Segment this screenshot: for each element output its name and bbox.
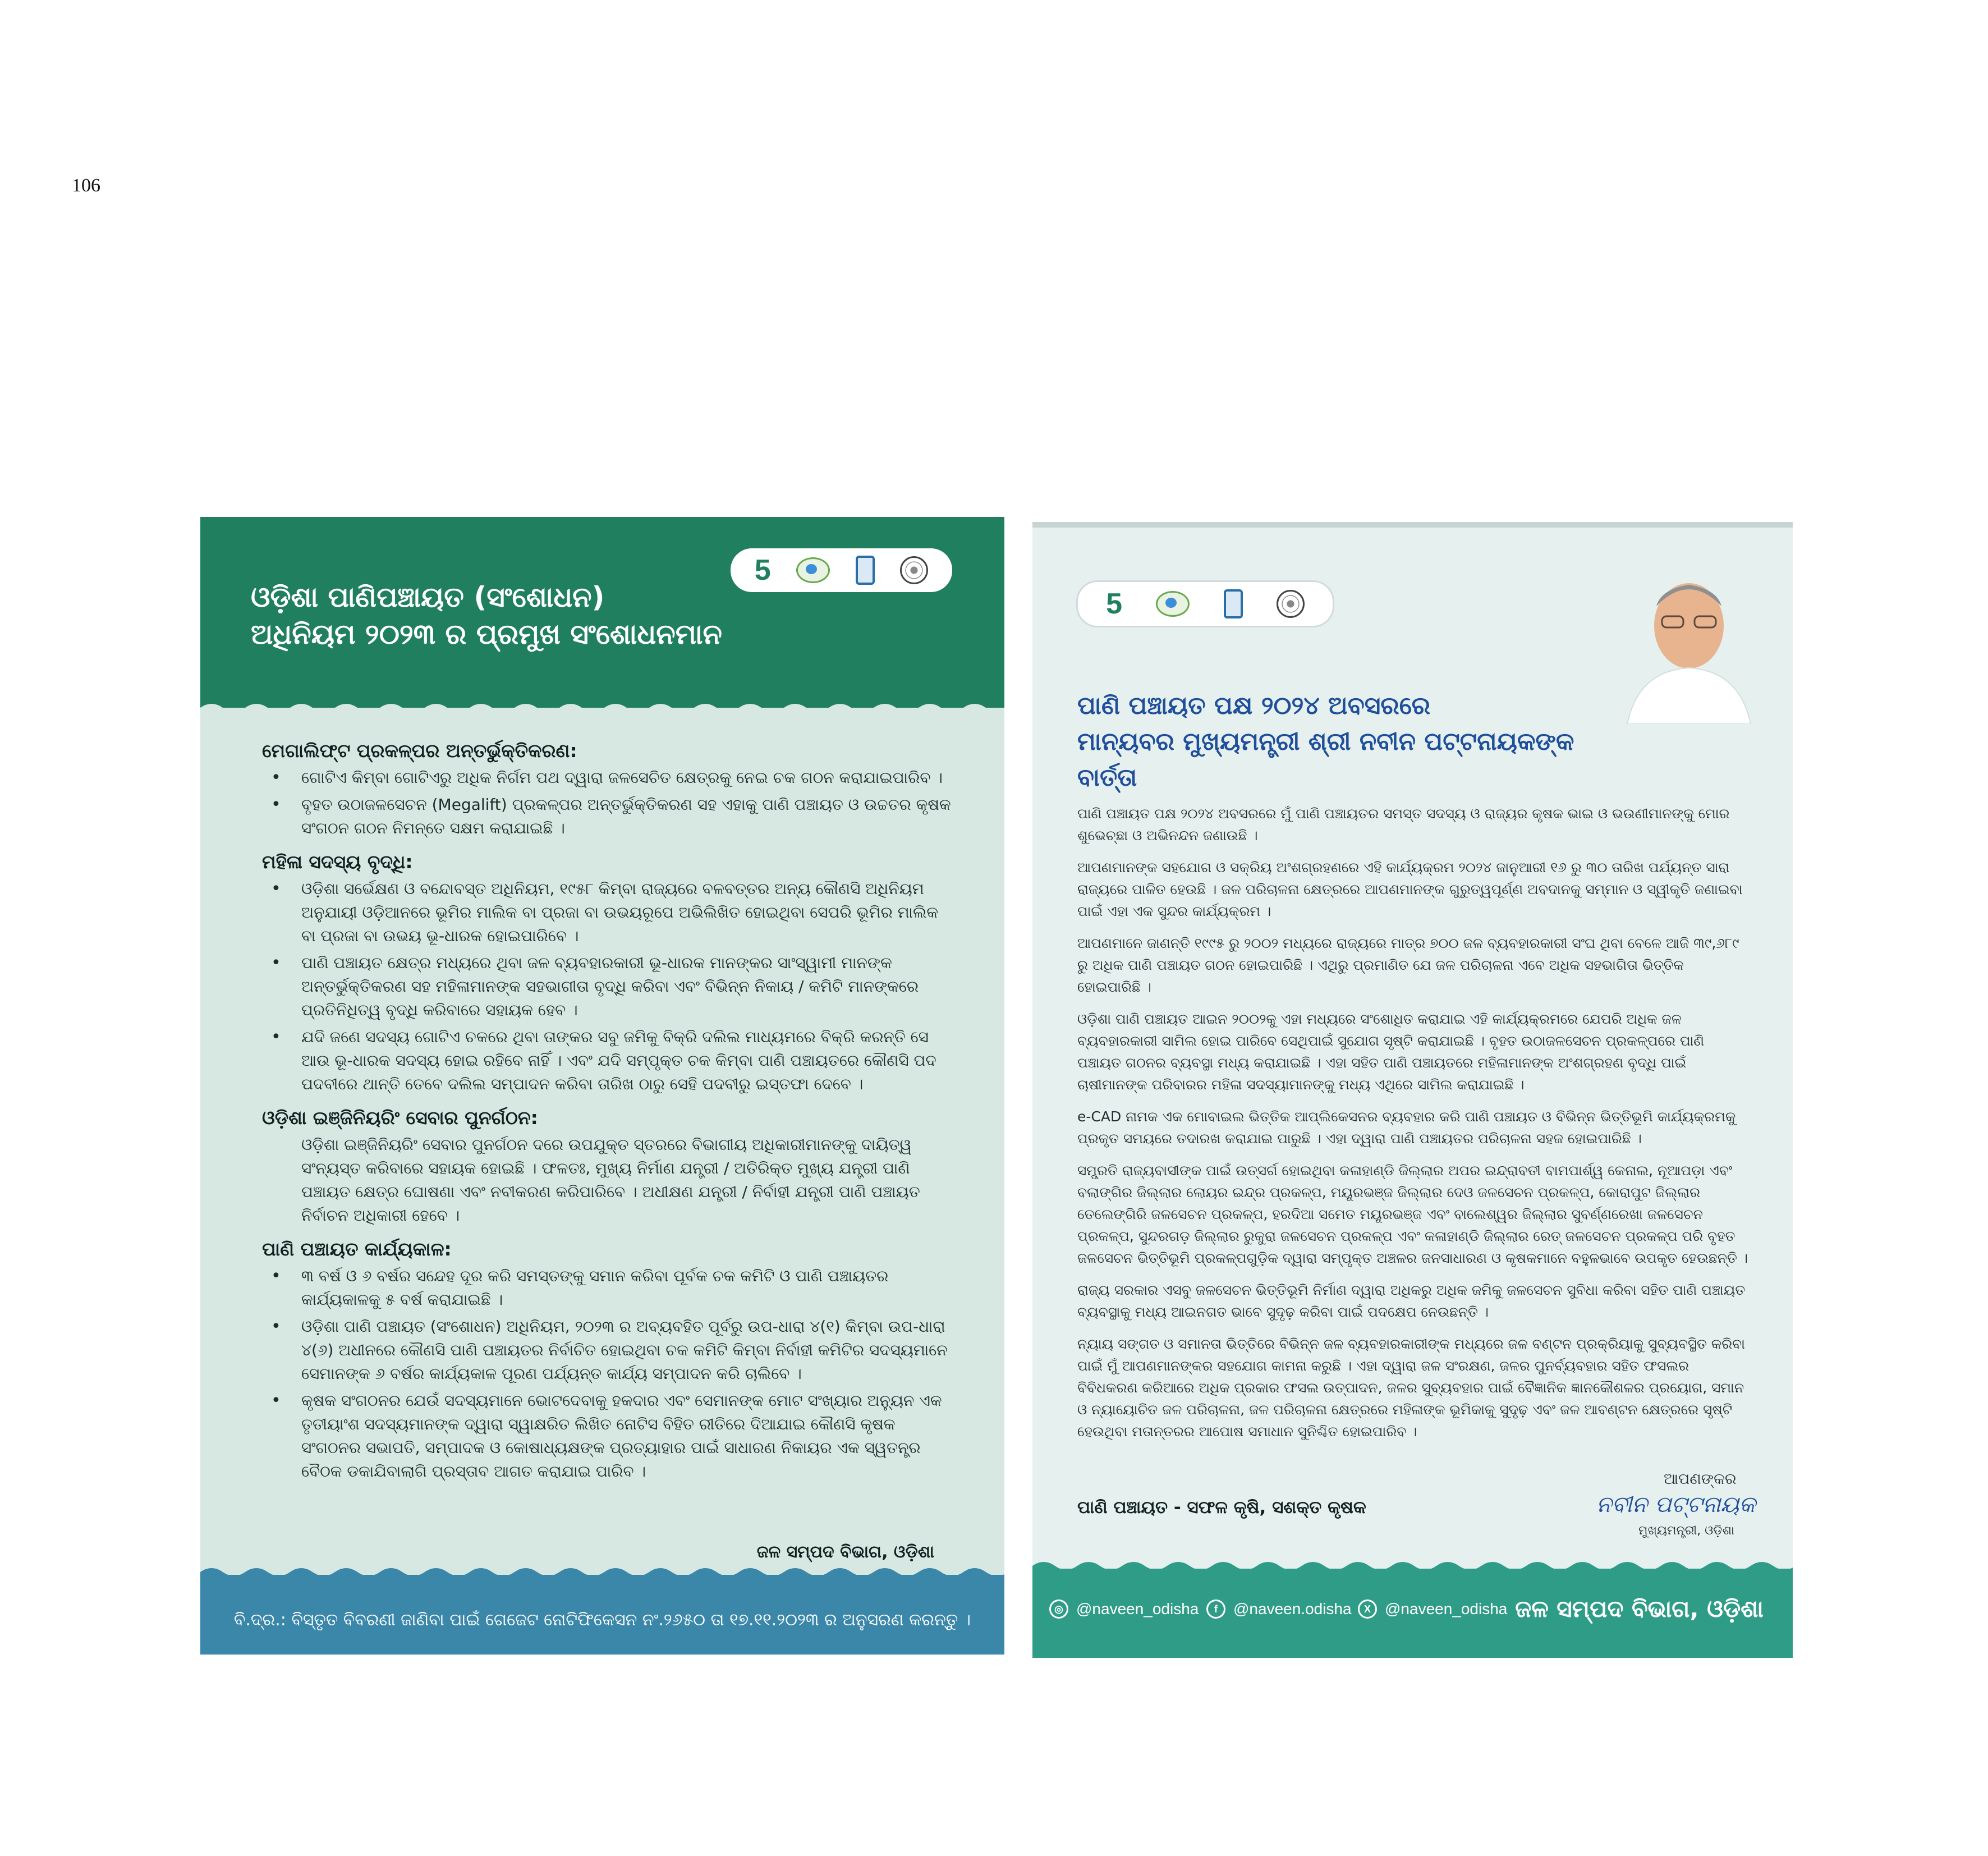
logo-strip <box>1076 580 1334 627</box>
section-heading-engineering-service: ଓଡ଼ିଶା ଇଞ୍ଜିନିୟରିଂ ସେବାର ପୁନର୍ଗଠନ: <box>262 1107 538 1129</box>
message-paragraph: ନ୍ୟାୟ ସଙ୍ଗତ ଓ ସମାନତା ଭିତ୍ତିରେ ବିଭିନ୍ନ ଜଳ ବ୍ୟବହାରକାରୀଙ୍କ ମଧ୍ୟରେ ଜଳ ବଣ୍ଟନ ପ୍ରକ୍ରିୟାକୁ ସୁବ୍ୟବସ୍ଥିତ କରିବା ପାଇଁ ମୁଁ ଆପଣମାନଙ୍କର ସହଯୋଗ କାମନା କରୁଛି । ଏହା ଦ୍ୱାରା ଜଳ ସଂରକ୍ଷଣ, ଜଳର ପୁନର୍ବ୍ୟବହାର ସହିତ ଫସଲର ବିବିଧକରଣ କରିଆରେ ଅଧିକ ପ୍ରକାର ଫସଲ ଉତ୍ପାଦନ, ଜଳର ସୁବ୍ୟବହାର ପାଇଁ ବୈଜ୍ଞାନିକ ଜ୍ଞାନକୌଶଳର ପ୍ରୟୋଗ, ସମାନ ଓ ନ୍ୟାୟୋଚିତ ଜଳ ପରିଚାଳନା, ଜଳ ପରିଚାଳନା କ୍ଷେତ୍ରରେ ମହିଳାଙ୍କ ଭୂମିକାକୁ ସୁଦୃଢ଼ ଏବଂ ଜଳ ଆବଣ୍ଟନ କ୍ଷେତ୍ରରେ ସୃଷ୍ଟି ହେଉଥିବା ମତାନ୍ତରର ଆପୋଷ ସମାଧାନ ସୁନିଶ୍ଚିତ ହୋଇପାରିବ । <box>1077 1336 1745 1440</box>
social-handle: @naveen_odisha <box>1385 1600 1508 1617</box>
right-title <box>1077 688 1582 796</box>
message-paragraph: ପାଣି ପଞ୍ଚାୟତ ପକ୍ଷ ୨୦୨୪ ଅବସରରେ ମୁଁ ପାଣି ପଞ୍ଚାୟତର ସମସ୍ତ ସଦସ୍ୟ ଓ ରାଜ୍ୟର କୃଷକ ଭାଇ ଓ ଭଉଣୀମାନଙ୍କୁ ମୋର ଶୁଭେଚ୍ଛା ଓ ଅଭିନନ୍ଦନ ଜଣାଉଛି । <box>1077 805 1730 844</box>
engineering-service-paragraph: ଓଡ଼ିଶା ଇଞ୍ଜିନିୟରିଂ ସେବାର ପୁନର୍ଗଠନ ଦରେ ଉପଯୁକ୍ତ ସ୍ତରରେ ବିଭାଗୀୟ ଅଧିକାରୀମାନଙ୍କୁ ଦାୟିତ୍ୱ ସଂନ୍ୟସ୍ତ କରିବାରେ ସହାୟକ ହୋଇଛି । ଫଳତଃ, ମୁଖ୍ୟ ନିର୍ମାଣ ଯନ୍ତ୍ରୀ / ଅତିରିକ୍ତ ମୁଖ୍ୟ ଯନ୍ତ୍ରୀ ପାଣି ପଞ୍ଚାୟତ କ୍ଷେତ୍ର ଘୋଷଣା ଏବଂ ନବୀକରଣ କରିପାରିବେ । ଅଧୀକ୍ଷଣ ଯନ୍ତ୍ରୀ / ନିର୍ବାହୀ ଯନ୍ତ୍ରୀ ପାଣି ପଞ୍ଚାୟତ ନିର୍ବାଚନ ଅଧିକାରୀ ହେବେ । <box>301 1135 920 1225</box>
section-heading-women-members: ମହିଳା ସଦସ୍ୟ ବୃଦ୍ଧି: <box>262 851 413 873</box>
chief-minister-portrait <box>1605 572 1773 724</box>
social-x[interactable] <box>1358 1600 1507 1619</box>
header-wave-divider <box>200 695 1004 718</box>
megalift-bullets <box>262 766 952 840</box>
section-heading-megalift: ମେଗାଲିଫ୍ଟ ପ୍ରକଳ୍ପର ଅନ୍ତର୍ଭୁକ୍ତିକରଣ: <box>262 740 577 762</box>
left-advertisement <box>200 517 1004 1655</box>
section-heading-tenure: ପାଣି ପଞ୍ଚାୟତ କାର୍ଯ୍ୟକାଳ: <box>262 1238 452 1260</box>
left-footer-note: ବି.ଦ୍ର.: ବିସ୍ତୃତ ବିବରଣୀ ଜାଣିବା ପାଇଁ ଗେଜେଟ ନୋଟିଫିକେସନ ନଂ.୨୬୫୦ ତା ୧୭.୧୧.୨୦୨୩ ର ଅନୁସରଣ କରନ୍ତୁ । <box>233 1610 971 1630</box>
page-number: 106 <box>72 175 100 196</box>
social-handle: @naveen_odisha <box>1076 1600 1199 1617</box>
bullet-item: • ଯଦି ଜଣେ ସଦସ୍ୟ ଗୋଟିଏ ଚକରେ ଥିବା ତାଙ୍କର ସବୁ ଜମିକୁ ବିକ୍ରି ଦଲିଲ ମାଧ୍ୟମରେ ବିକ୍ରି କରନ୍ତି ସେ ଆଉ ଭୂ-ଧାରକ ସଦସ୍ୟ ହୋଇ ରହିବେ ନାହିଁ । ଏବଂ ଯଦି ସମ୍ପୃକ୍ତ ଚକ କିମ୍ବା ପାଣି ପଞ୍ଚାୟତରେ କୌଣସି ପଦ ପଦବୀରେ ଥାନ୍ତି ତେବେ ଦଲିଲ ସମ୍ପାଦନ କରିବା ତାରିଖ ଠାରୁ ସେହି ପଦବୀରୁ ଇସ୍ତଫା ଦେବେ । <box>268 1025 952 1096</box>
instagram-icon: ◎ <box>1049 1600 1068 1619</box>
message-paragraph: e-CAD ନାମକ ଏକ ମୋବାଇଲ ଭିତ୍ତିକ ଆପ୍ଲିକେସନର ବ୍ୟବହାର କରି ପାଣି ପଞ୍ଚାୟତ ଓ ବିଭିନ୍ନ ଭିତ୍ତିଭୂମି କାର୍ଯ୍ୟକ୍ରମକୁ ପ୍ରକୃତ ସମୟରେ ତଦାରଖ କରାଯାଇ ପାରୁଛି । ଏହା ଦ୍ୱାରା ପାଣି ପଞ୍ଚାୟତର ପରିଚାଳନା ସହଜ ହୋଇପାରିଛି । <box>1077 1108 1736 1147</box>
five-years-logo: 5 <box>754 554 771 586</box>
message-paragraph: ଆପଣମାନଙ୍କ ସହଯୋଗ ଓ ସକ୍ରିୟ ଅଂଶଗ୍ରହଣରେ ଏହି କାର୍ଯ୍ୟକ୍ରମ ୨୦୨୪ ଜାନୁଆରୀ ୧୬ ରୁ ୩୦ ତାରିଖ ପର୍ଯ୍ୟନ୍ତ ସାରା ରାଜ୍ୟରେ ପାଳିତ ହେଉଛି । ଜଳ ପରିଚାଳନା କ୍ଷେତ୍ରରେ ଆପଣମାନଙ୍କ ଗୁରୁତ୍ୱପୂର୍ଣ୍ଣ ଅବଦାନକୁ ସମ୍ମାନ ଓ ସ୍ୱୀକୃତି ଜଣାଇବା ପାଇଁ ଏହା ଏକ ସୁନ୍ଦର କାର୍ଯ୍ୟକ୍ରମ । <box>1077 859 1743 919</box>
bullet-item: • ବୃହତ ଉଠାଜଳସେଚନ (Megalift) ପ୍ରକଳ୍ପର ଅନ୍ତର୍ଭୁକ୍ତିକରଣ ସହ ଏହାକୁ ପାଣି ପଞ୍ଚାୟତ ଓ ଉଚ୍ଚତର କୃଷକ ସଂଗଠନ ଗଠନ ନିମନ୍ତେ ସକ୍ଷମ କରାଯାଇଛି । <box>268 793 952 840</box>
bullet-item: • କୃଷକ ସଂଗଠନର ଯେଉଁ ସଦସ୍ୟମାନେ ଭୋଟଦେବାକୁ ହକଦାର ଏବଂ ସେମାନଙ୍କ ମୋଟ ସଂଖ୍ୟାର ଅନ୍ୟୁନ ଏକ ତୃତୀୟାଂଶ ସଦସ୍ୟମାନଙ୍କ ଦ୍ୱାରା ସ୍ୱାକ୍ଷରିତ ଲିଖିତ ନୋଟିସ ବିହିତ ରୀତିରେ ଦିଆଯାଇ କୌଣସି କୃଷକ ସଂଗଠନର ସଭାପତି, ସମ୍ପାଦକ ଓ କୋଷାଧ୍ୟକ୍ଷଙ୍କ ପ୍ରତ୍ୟାହାର ପାଇଁ ସାଧାରଣ ନିକାୟର ଏକ ସ୍ୱତନ୍ତ୍ର ବୈଠକ ଡକାଯିବାଲାଗି ପ୍ରସ୍ତାବ ଆଗତ କରାଯାଇ ପାରିବ । <box>268 1389 952 1483</box>
message-paragraph: ରାଜ୍ୟ ସରକାର ଏସବୁ ଜଳସେଚନ ଭିତ୍ତିଭୂମି ନିର୍ମାଣ ଦ୍ୱାରା ଅଧିକରୁ ଅଧିକ ଜମିକୁ ଜଳସେଚନ ସୁବିଧା କରିବା ସହିତ ପାଣି ପଞ୍ଚାୟତ ବ୍ୟବସ୍ଥାକୁ ମଧ୍ୟ ଆଇନଗତ ଭାବେ ସୁଦୃଢ଼ କରିବା ପାଇଁ ପଦକ୍ଷେପ ନେଉଛନ୍ତି । <box>1077 1282 1746 1320</box>
bullet-item: • ଓଡ଼ିଶା ସର୍ଭେକ୍ଷଣ ଓ ବନ୍ଦୋବସ୍ତ ଅଧିନିୟମ, ୧୯୫୮ କିମ୍ବା ରାଜ୍ୟରେ ବଳବତ୍ତର ଅନ୍ୟ କୌଣସି ଅଧିନିୟମ ଅନୁଯାୟୀ ଓଡ଼ିଆନରେ ଭୂମିର ମାଲିକ ବା ପ୍ରଜା ବା ଉଭୟରୂପେ ଅଭିଲିଖିତ ହୋଇଥିବା ସେପରି ଭୂମିର ମାଲିକ ବା ପ୍ରଜା ବା ଉଭୟ ଭୂ-ଧାରକ ହୋଇପାରିବେ । <box>268 877 952 948</box>
right-message-body <box>1077 803 1751 1452</box>
bullet-item: • ପାଣି ପଞ୍ଚାୟତ କ୍ଷେତ୍ର ମଧ୍ୟରେ ଥିବା ଜଳ ବ୍ୟବହାରକାରୀ ଭୂ-ଧାରକ ମାନଙ୍କର ସାଂସ୍ୱାମୀ ମାନଙ୍କ ଅନ୍ତର୍ଭୁକ୍ତିକରଣ ସହ ମହିଳାମାନଙ୍କ ସହଭାଗୀତା ବୃଦ୍ଧି କରିବା ଏବଂ ବିଭିନ୍ନ ନିକାୟ / କମିଟି ମାନଙ୍କରେ ପ୍ରତିନିଧିତ୍ୱ ବୃଦ୍ଧି କରିବାରେ ସହାୟକ ହେବ । <box>268 951 952 1022</box>
odisha-emblem-icon <box>900 556 928 584</box>
message-paragraph: ଆପଣମାନେ ଜାଣନ୍ତି ୧୯୯୫ ରୁ ୨୦୦୨ ମଧ୍ୟରେ ରାଜ୍ୟରେ ମାତ୍ର ୭୦୦ ଜଳ ବ୍ୟବହାରକାରୀ ସଂଘ ଥିବା ବେଳେ ଆଜି ୩୯,୬୮୯ ରୁ ଅଧିକ ପାଣି ପଞ୍ଚାୟତ ଗଠନ ହୋଇପାରିଛି । ଏଥିରୁ ପ୍ରମାଣିତ ଯେ ଜଳ ପରିଚାଳନା ଏବେ ଅଧିକ ସହଭାଗିତା ଭିତ୍ତିକ ହୋଇପାରିଛି । <box>1077 935 1739 995</box>
right-advertisement <box>1032 522 1793 1658</box>
closing-yours: ଆପଣଙ୍କର <box>1664 1470 1737 1488</box>
social-instagram[interactable] <box>1049 1600 1199 1619</box>
facebook-icon: f <box>1206 1600 1225 1619</box>
five-years-logo: 5 <box>1106 588 1123 620</box>
social-handle: @naveen.odisha <box>1233 1600 1352 1617</box>
left-title <box>251 579 812 653</box>
women-members-bullets <box>262 877 952 1096</box>
bullet-item: • ଗୋଟିଏ କିମ୍ବା ଗୋଟିଏରୁ ଅଧିକ ନିର୍ଗମ ପଥ ଦ୍ୱାରା ଜଳସେଚିତ କ୍ଷେତ୍ରକୁ ନେଇ ଚକ ଗଠନ କରାଯାଇପାରିବ । <box>268 766 952 790</box>
left-title-line-2: ଅଧିନିୟମ ୨୦୨୩ ର ପ୍ରମୁଖ ସଂଶୋଧନମାନ <box>251 618 722 650</box>
signature: ନବୀନ ପଟ୍ଟନାୟକ <box>1596 1492 1756 1518</box>
right-title-line-2: ମାନ୍ୟବର ମୁଖ୍ୟମନ୍ତ୍ରୀ ଶ୍ରୀ ନବୀନ ପଟ୍ଟନାୟକଙ୍କ ବାର୍ତ୍ତା <box>1077 727 1574 792</box>
pani-panchayat-logo-icon <box>1156 591 1190 617</box>
x-icon: X <box>1358 1600 1377 1619</box>
social-facebook[interactable] <box>1206 1600 1352 1619</box>
department-logo-icon <box>1224 589 1243 618</box>
message-paragraph: ସମ୍ପ୍ରତି ରାଜ୍ୟବାସୀଙ୍କ ପାଇଁ ଉତ୍ସର୍ଗ ହୋଇଥିବା କଳାହାଣ୍ଡି ଜିଲ୍ଲାର ଅପର ଇନ୍ଦ୍ରାବତୀ ବାମପାର୍ଶ୍ୱ କେନାଲ, ନୂଆପଡ଼ା ଏବଂ ବଲାଙ୍ଗିର ଜିଲ୍ଲାର ଲୋୟର ଇନ୍ଦ୍ର ପ୍ରକଳ୍ପ, ମୟୂରଭଞ୍ଜ ଜିଲ୍ଲାର ଦେଓ ଜଳସେଚନ ପ୍ରକଳ୍ପ, କୋରାପୁଟ ଜିଲ୍ଲାର ତେଲେଙ୍ଗିରି ଜଳସେଚନ ପ୍ରକଳ୍ପ, ହରଦିଆ ସମେତ ମୟୂରଭଞ୍ଜ ଏବଂ ବାଲେଶ୍ୱର ଜିଲ୍ଲାର ସୁବର୍ଣ୍ଣରେଖା ଜଳସେଚନ ପ୍ରକଳ୍ପ, ସୁନ୍ଦରଗଡ଼ ଜିଲ୍ଲାର ରୁକୁରା ଜଳସେଚନ ପ୍ରକଳ୍ପ ଏବଂ କଳାହାଣ୍ଡି ଜିଲ୍ଲାର ରେତ୍ ଜଳସେଚନ ପ୍ରକଳ୍ପ ପରି ବୃହତ ଜଳସେଚନ ଭିତ୍ତିଭୂମି ପ୍ରକଳ୍ପଗୁଡ଼ିକ ଦ୍ୱାରା ସମ୍ପୃକ୍ତ ଅଞ୍ଚଳର ଜନସାଧାରଣ ଓ କୃଷକମାନେ ବହୁଳଭାବେ ଉପକୃତ ହେଉଛନ୍ତି । <box>1077 1162 1748 1266</box>
right-title-line-1: ପାଣି ପଞ୍ଚାୟତ ପକ୍ଷ ୨୦୨୪ ଅବସରରେ <box>1077 691 1431 720</box>
department-logo-icon <box>856 556 875 585</box>
right-department-name: ଜଳ ସମ୍ପଦ ବିଭାଗ, ଓଡ଼ିଶା <box>1515 1595 1764 1623</box>
bullet-item: • ଓଡ଼ିଶା ପାଣି ପଞ୍ଚାୟତ (ସଂଶୋଧନ) ଅଧିନିୟମ, ୨୦୨୩ ର ଅବ୍ୟବହିତ ପୂର୍ବରୁ ଉପ-ଧାରା ୪(୧) କିମ୍ବା ଉପ-ଧାରା ୪(୬) ଅଧୀନରେ କୌଣସି ପାଣି ପଞ୍ଚାୟତର ନିର୍ବାଚିତ ହୋଇଥିବା ଚକ କମିଟି କିମ୍ବା ନିର୍ବାହୀ କମିଟିର ସଦସ୍ୟମାନେ ସେମାନଙ୍କ ୬ ବର୍ଷର କାର୍ଯ୍ୟକାଳ ପୂରଣ ପର୍ଯ୍ୟନ୍ତ କାର୍ଯ୍ୟ ସମ୍ପାଦନ କରି ଚାଲିବେ । <box>268 1315 952 1386</box>
tenure-bullets <box>262 1264 952 1483</box>
left-title-line-1: ଓଡ଼ିଶା ପାଣିପଞ୍ଚାୟତ (ସଂଶୋଧନ) <box>251 581 605 613</box>
left-department-name: ଜଳ ସମ୍ପଦ ବିଭାଗ, ଓଡ଼ିଶା <box>756 1542 934 1562</box>
odisha-emblem-icon <box>1277 590 1305 618</box>
right-top-border <box>1032 522 1793 528</box>
slogan: ପାଣି ପଞ୍ଚାୟତ - ସଫଳ କୃଷି, ସଶକ୍ତ କୃଷକ <box>1077 1497 1366 1518</box>
message-paragraph: ଓଡ଼ିଶା ପାଣି ପଞ୍ଚାୟତ ଆଇନ ୨୦୦୨କୁ ଏହା ମଧ୍ୟରେ ସଂଶୋଧିତ କରାଯାଇ ଏହି କାର୍ଯ୍ୟକ୍ରମରେ ଯେପରି ଅଧିକ ଜଳ ବ୍ୟବହାରକାରୀ ସାମିଲ ହୋଇ ପାରିବେ ସେଥିପାଇଁ ସୁଯୋଗ ସୃଷ୍ଟି କରାଯାଇଛି । ବୃହତ ଉଠାଜଳସେଚନ ପ୍ରକଳ୍ପରେ ପାଣି ପଞ୍ଚାୟତ ଗଠନର ବ୍ୟବସ୍ଥା ମଧ୍ୟ କରାଯାଇଛି । ଏହା ସହିତ ପାଣି ପଞ୍ଚାୟତରେ ମହିଳାମାନଙ୍କ ଅଂଶଗ୍ରହଣ ବୃଦ୍ଧି ପାଇଁ ଚାଷୀମାନଙ୍କ ପରିବାରର ମହିଳା ସଦସ୍ୟାମାନଙ୍କୁ ମଧ୍ୟ ଏଥିରେ ସାମିଲ କରାଯାଇଛି । <box>1077 1011 1705 1093</box>
bullet-item: • ୩ ବର୍ଷ ଓ ୬ ବର୍ଷର ସନ୍ଦେହ ଦୂର କରି ସମସ୍ତଙ୍କୁ ସମାନ କରିବା ପୂର୍ବକ ଚକ କମିଟି ଓ ପାଣି ପଞ୍ଚାୟତର କାର୍ଯ୍ୟକାଳକୁ ୫ ବର୍ଷ କରାଯାଇଛି । <box>268 1264 952 1312</box>
left-body <box>262 729 952 1487</box>
signatory-title: ମୁଖ୍ୟମନ୍ତ୍ରୀ, ଓଡ଼ିଶା <box>1638 1524 1734 1538</box>
